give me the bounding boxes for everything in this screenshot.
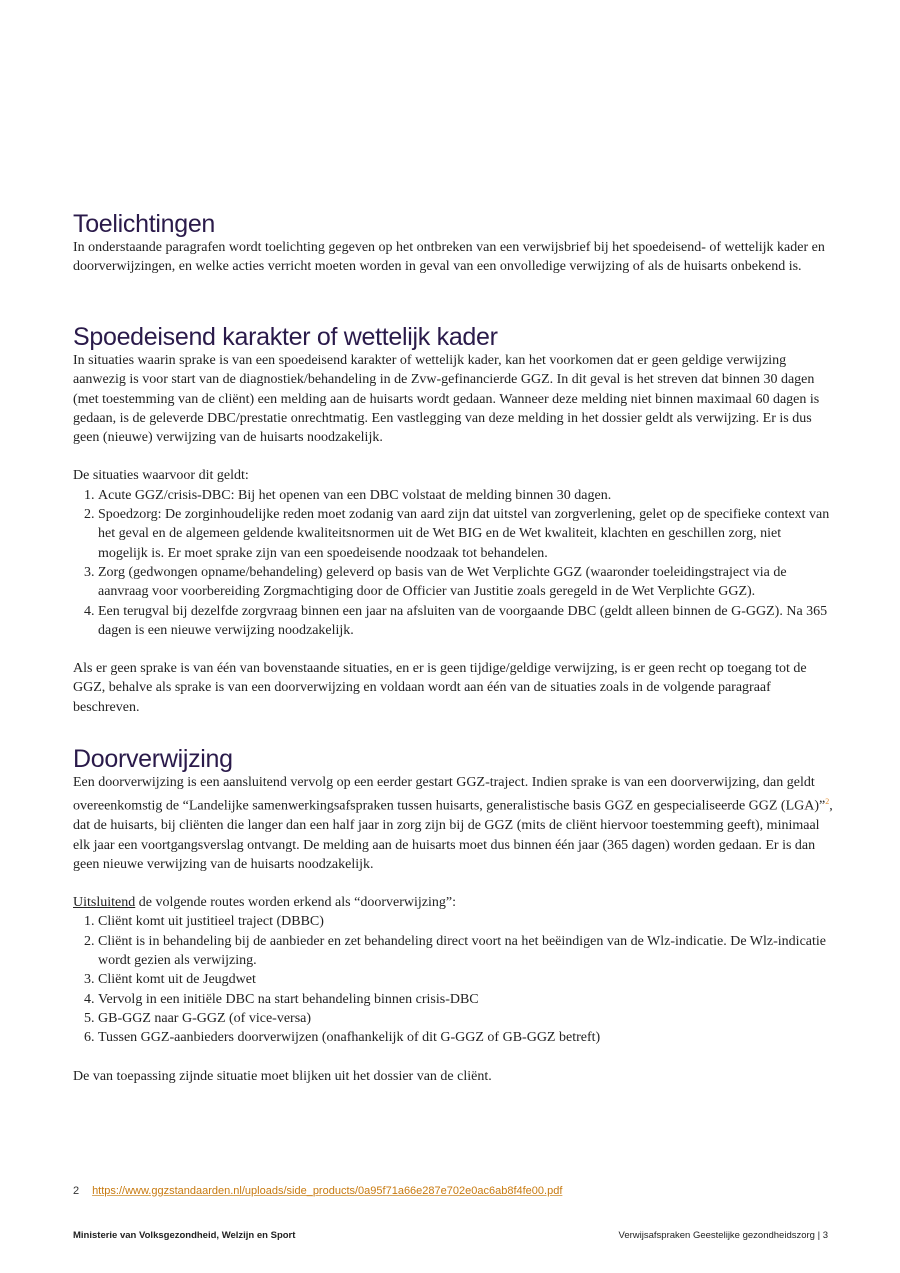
- list-doorverwijzing-routes: [73, 912, 833, 1047]
- footer-ministry: Ministerie van Volksgezondheid, Welzijn en Sport: [73, 1230, 296, 1241]
- list-item: 1. Cliënt komt uit justitieel traject (DBBC): [98, 912, 833, 931]
- section-spoedeisend: [73, 323, 833, 717]
- list-item: 5. GB-GGZ naar G-GGZ (of vice-versa): [98, 1009, 833, 1028]
- paragraph-text: , dat de huisarts, bij cliënten die langer dan een half jaar in zorg zijn bij de GGZ (mits de cliënt hiervoor toestemming geeft), minimaal elk jaar een voortgangsverslag ontvangt. De melding aan de huisarts moet dus binnen één jaar (365 dagen) worden gedaan. Er is dan geen nieuwe verwijzing van de huisarts noodzakelijk.: [73, 798, 833, 872]
- underlined-term: Uitsluitend: [73, 895, 136, 911]
- list-intro-text: de volgende routes worden erkend als “doorverwijzing”:: [135, 895, 456, 911]
- list-item: 6. Tussen GGZ-aanbieders doorverwijzen (onafhankelijk of dit G-GGZ of GB-GGZ betreft): [98, 1028, 833, 1047]
- list-item: 2. Cliënt is in behandeling bij de aanbieder en zet behandeling direct voort na het beëindigen van de Wlz-indicatie. De Wlz-indicatie wordt gezien als verwijzing.: [98, 932, 833, 971]
- list-item: 4. Vervolg in een initiële DBC na start behandeling binnen crisis-DBC: [98, 990, 833, 1009]
- paragraph-doorverwijzing-closing: De van toepassing zijnde situatie moet blijken uit het dossier van de cliënt.: [73, 1068, 492, 1084]
- list-item: 4. Een terugval bij dezelfde zorgvraag binnen een jaar na afsluiten van de voorgaande DBC (geldt alleen binnen de G-GGZ). Na 365 dagen is een nieuwe verwijzing noodzakelijk.: [98, 602, 833, 641]
- list-spoedeisend-situaties: [73, 486, 833, 640]
- paragraph-spoedeisend-closing: Als er geen sprake is van één van bovenstaande situaties, en er is geen tijdige/geldige verwijzing, is er geen recht op toegang tot de GGZ, behalve als sprake is van een doorverwijzing en voldaan wordt aan één van de situaties zoals in de volgende paragraaf beschreven.: [73, 661, 807, 715]
- list-item: 2. Spoedzorg: De zorginhoudelijke reden moet zodanig van aard zijn dat uitstel van zorgverlening, gelet op de specifieke context van het geval en de algemeen geldende kwaliteitsnormen uit de Wet BIG en de Wet kwaliteit, klachten en geschillen zorg, niet mogelijk is. Er moet sprake zijn van een spoedeisende noodzaak tot behandelen.: [98, 505, 833, 563]
- footer-page-info: Verwijsafspraken Geestelijke gezondheidszorg | 3: [618, 1230, 828, 1241]
- section-doorverwijzing: [73, 745, 833, 1086]
- paragraph-spoedeisend: In situaties waarin sprake is van een spoedeisend karakter of wettelijk kader, kan het voorkomen dat er geen geldige verwijzing aanwezig is voor start van de diagnostiek/behandeling in de Zvw-gefinancierde GGZ. In dit geval is het streven dat binnen 30 dagen (met toestemming van de cliënt) een melding aan de huisarts wordt gedaan. Wanneer deze melding niet binnen maximaal 60 dagen is gedaan, is de geleverde DBC/prestatie onrechtmatig. Een vastlegging van deze melding in het dossier geldt als verwijzing. Er is dus geen (nieuwe) verwijzing van de huisarts noodzakelijk.: [73, 353, 820, 446]
- section-toelichtingen: [73, 210, 833, 277]
- heading-spoedeisend: Spoedeisend karakter of wettelijk kader: [73, 323, 498, 351]
- footnote: [73, 1185, 562, 1197]
- footnote-marker[interactable]: 2: [825, 797, 830, 807]
- footnote-link[interactable]: https://www.ggzstandaarden.nl/uploads/side_products/0a95f71a66e287e702e0ac6ab8f4fe00.pdf: [92, 1185, 563, 1197]
- heading-doorverwijzing: Doorverwijzing: [73, 745, 233, 773]
- paragraph-toelichtingen: In onderstaande paragrafen wordt toelichting gegeven op het ontbreken van een verwijsbrief bij het spoedeisend- of wettelijk kader en doorverwijzingen, en welke acties verricht moeten worden in geval van een onvolledige verwijzing of als de huisarts onbekend is.: [73, 240, 825, 275]
- list-item: 3. Cliënt komt uit de Jeugdwet: [98, 970, 833, 989]
- heading-toelichtingen: Toelichtingen: [73, 210, 216, 238]
- list-item: 1. Acute GGZ/crisis-DBC: Bij het openen van een DBC volstaat de melding binnen 30 dagen.: [98, 486, 833, 505]
- footnote-number: 2: [73, 1185, 80, 1197]
- paragraph-text: Een doorverwijzing is een aansluitend vervolg op een eerder gestart GGZ-traject. Indien sprake is van een doorverwijzing, dan geldt overeenkomstig de “Landelijke samenwerkingsafspraken tussen huisarts, generalistische basis GGZ en gespecialiseerde GGZ (LGA)”: [73, 775, 826, 814]
- list-item: 3. Zorg (gedwongen opname/behandeling) geleverd op basis van de Wet Verplichte GGZ (waaronder toeleidingstraject via de aanvraag voor voorbereiding Zorgmachtiging door de Officier van Justitie zoals geregeld in de Wet Verplichte GGZ).: [98, 563, 833, 602]
- list-intro-spoedeisend: De situaties waarvoor dit geldt:: [73, 468, 249, 484]
- list-intro-doorverwijzing: [73, 893, 833, 912]
- paragraph-doorverwijzing: [73, 773, 833, 874]
